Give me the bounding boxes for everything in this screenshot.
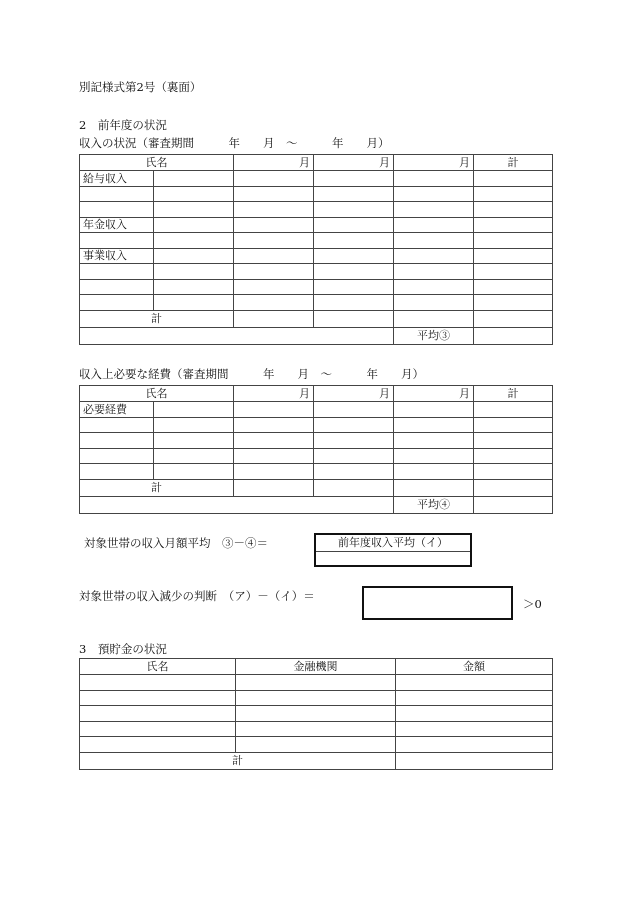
income-cell[interactable]	[154, 202, 234, 218]
expense-grand-total-cell[interactable]	[474, 479, 553, 496]
income-cell[interactable]	[234, 233, 314, 249]
expense-row-label: 必要経費	[80, 402, 154, 418]
income-cell[interactable]	[394, 295, 474, 311]
savings-total-cell[interactable]	[396, 752, 553, 769]
expense-cell[interactable]	[234, 433, 314, 449]
income-total-month-cell[interactable]	[314, 310, 394, 327]
savings-amount-cell[interactable]	[396, 706, 553, 722]
expense-cell[interactable]	[394, 433, 474, 449]
income-grand-total-cell[interactable]	[474, 310, 553, 327]
income-cell[interactable]	[394, 171, 474, 187]
savings-bank-cell[interactable]	[236, 675, 396, 691]
income-cell[interactable]	[154, 264, 234, 280]
income-row-label	[80, 233, 154, 249]
savings-bank-cell[interactable]	[236, 737, 396, 753]
expense-cell[interactable]	[394, 402, 474, 418]
income-table	[79, 154, 553, 345]
savings-header-bank: 金融機関	[236, 659, 396, 675]
savings-name-cell[interactable]	[80, 675, 236, 691]
income-cell[interactable]	[234, 202, 314, 218]
income-cell[interactable]	[394, 248, 474, 264]
form-title: 別記様式第2号（裏面）	[79, 80, 202, 94]
savings-name-cell[interactable]	[80, 706, 236, 722]
expense-average-cell[interactable]	[474, 496, 553, 513]
expense-cell[interactable]	[394, 417, 474, 433]
expense-caption: 収入上必要な経費（審査期間 年 月 ～ 年 月）	[79, 367, 424, 381]
income-total-cell[interactable]	[474, 279, 553, 295]
expense-cell[interactable]	[314, 402, 394, 418]
income-total-cell[interactable]	[474, 217, 553, 233]
income-total-cell[interactable]	[474, 202, 553, 218]
expense-cell[interactable]	[234, 448, 314, 464]
income-header-total: 計	[474, 155, 553, 171]
income-caption: 収入の状況（審査期間 年 月 ～ 年 月）	[79, 136, 390, 150]
income-row-label	[80, 279, 154, 295]
expense-total-label: 計	[80, 479, 234, 496]
income-cell[interactable]	[234, 217, 314, 233]
decrease-judgement-box[interactable]	[362, 586, 513, 620]
income-cell[interactable]	[394, 233, 474, 249]
savings-name-cell[interactable]	[80, 721, 236, 737]
savings-bank-cell[interactable]	[236, 721, 396, 737]
savings-amount-cell[interactable]	[396, 690, 553, 706]
income-cell[interactable]	[234, 248, 314, 264]
expense-header-total: 計	[474, 386, 553, 402]
income-cell[interactable]	[314, 279, 394, 295]
income-cell[interactable]	[314, 233, 394, 249]
income-row-label: 給与収入	[80, 171, 154, 187]
prev-year-average-value[interactable]	[316, 552, 470, 566]
expense-row-label	[80, 433, 154, 449]
income-total-month-cell[interactable]	[394, 310, 474, 327]
income-row-label: 事業収入	[80, 248, 154, 264]
income-cell[interactable]	[154, 171, 234, 187]
expense-total-cell[interactable]	[474, 417, 553, 433]
expense-table	[79, 385, 553, 514]
income-cell[interactable]	[154, 295, 234, 311]
income-row-label	[80, 264, 154, 280]
income-header-name: 氏名	[80, 155, 234, 171]
expense-cell[interactable]	[314, 433, 394, 449]
income-cell[interactable]	[154, 248, 234, 264]
income-cell[interactable]	[394, 217, 474, 233]
income-total-cell[interactable]	[474, 248, 553, 264]
income-average-cell[interactable]	[474, 327, 553, 344]
income-total-cell[interactable]	[474, 295, 553, 311]
monthly-average-label: 対象世帯の収入月額平均 ③－④＝	[84, 536, 268, 550]
income-cell[interactable]	[314, 202, 394, 218]
income-cell[interactable]	[394, 202, 474, 218]
savings-name-cell[interactable]	[80, 690, 236, 706]
income-cell[interactable]	[154, 217, 234, 233]
income-row-label	[80, 202, 154, 218]
income-cell[interactable]	[234, 186, 314, 202]
decrease-judgement-label: 対象世帯の収入減少の判断 （ア）－（イ）＝	[79, 589, 315, 603]
income-cell[interactable]	[154, 186, 234, 202]
expense-cell[interactable]	[394, 464, 474, 480]
expense-cell[interactable]	[154, 448, 234, 464]
expense-header-month-1: 月	[234, 386, 314, 402]
income-cell[interactable]	[314, 264, 394, 280]
income-cell[interactable]	[314, 217, 394, 233]
expense-average-label: 平均④	[394, 496, 474, 513]
expense-total-month-cell[interactable]	[234, 479, 314, 496]
income-cell[interactable]	[394, 264, 474, 280]
expense-total-cell[interactable]	[474, 448, 553, 464]
savings-amount-cell[interactable]	[396, 721, 553, 737]
expense-cell[interactable]	[154, 417, 234, 433]
expense-cell[interactable]	[234, 417, 314, 433]
expense-header-month-2: 月	[314, 386, 394, 402]
savings-header-amount: 金額	[396, 659, 553, 675]
income-cell[interactable]	[394, 186, 474, 202]
income-cell[interactable]	[154, 233, 234, 249]
savings-bank-cell[interactable]	[236, 690, 396, 706]
expense-cell[interactable]	[154, 433, 234, 449]
income-total-label: 計	[80, 310, 234, 327]
income-total-cell[interactable]	[474, 264, 553, 280]
expense-cell[interactable]	[234, 402, 314, 418]
savings-bank-cell[interactable]	[236, 706, 396, 722]
income-cell[interactable]	[314, 171, 394, 187]
expense-cell[interactable]	[154, 402, 234, 418]
income-cell[interactable]	[314, 186, 394, 202]
expense-cell[interactable]	[394, 448, 474, 464]
savings-name-cell[interactable]	[80, 737, 236, 753]
savings-amount-cell[interactable]	[396, 737, 553, 753]
prev-year-average-label: 前年度収入平均（イ）	[316, 535, 470, 552]
income-cell[interactable]	[234, 171, 314, 187]
expense-cell[interactable]	[314, 464, 394, 480]
savings-table	[79, 658, 553, 770]
income-cell[interactable]	[154, 279, 234, 295]
expense-row-label	[80, 464, 154, 480]
expense-total-cell[interactable]	[474, 433, 553, 449]
savings-amount-cell[interactable]	[396, 675, 553, 691]
expense-header-month-3: 月	[394, 386, 474, 402]
expense-total-cell[interactable]	[474, 402, 553, 418]
expense-cell[interactable]	[314, 417, 394, 433]
income-cell[interactable]	[394, 279, 474, 295]
income-cell[interactable]	[314, 295, 394, 311]
expense-total-month-cell[interactable]	[314, 479, 394, 496]
section-3-heading: 3 預貯金の状況	[79, 642, 167, 656]
income-cell[interactable]	[234, 279, 314, 295]
income-header-month-3: 月	[394, 155, 474, 171]
expense-total-cell[interactable]	[474, 464, 553, 480]
expense-cell[interactable]	[234, 464, 314, 480]
savings-total-label: 計	[80, 752, 396, 769]
income-cell[interactable]	[314, 248, 394, 264]
income-total-cell[interactable]	[474, 233, 553, 249]
expense-cell[interactable]	[154, 464, 234, 480]
income-total-month-cell[interactable]	[234, 310, 314, 327]
income-row-label	[80, 186, 154, 202]
expense-row-label	[80, 417, 154, 433]
income-total-cell[interactable]	[474, 171, 553, 187]
income-header-month-1: 月	[234, 155, 314, 171]
income-cell[interactable]	[234, 264, 314, 280]
income-row-label: 年金収入	[80, 217, 154, 233]
savings-header-name: 氏名	[80, 659, 236, 675]
prev-year-average-box	[314, 533, 472, 567]
income-total-cell[interactable]	[474, 186, 553, 202]
expense-cell[interactable]	[314, 448, 394, 464]
income-row-label	[80, 295, 154, 311]
decrease-suffix: ＞0	[523, 597, 542, 611]
expense-row-label	[80, 448, 154, 464]
expense-header-name: 氏名	[80, 386, 234, 402]
income-header-month-2: 月	[314, 155, 394, 171]
section-2-heading: 2 前年度の状況	[79, 118, 167, 132]
income-average-label: 平均③	[394, 327, 474, 344]
expense-total-month-cell[interactable]	[394, 479, 474, 496]
income-cell[interactable]	[234, 295, 314, 311]
